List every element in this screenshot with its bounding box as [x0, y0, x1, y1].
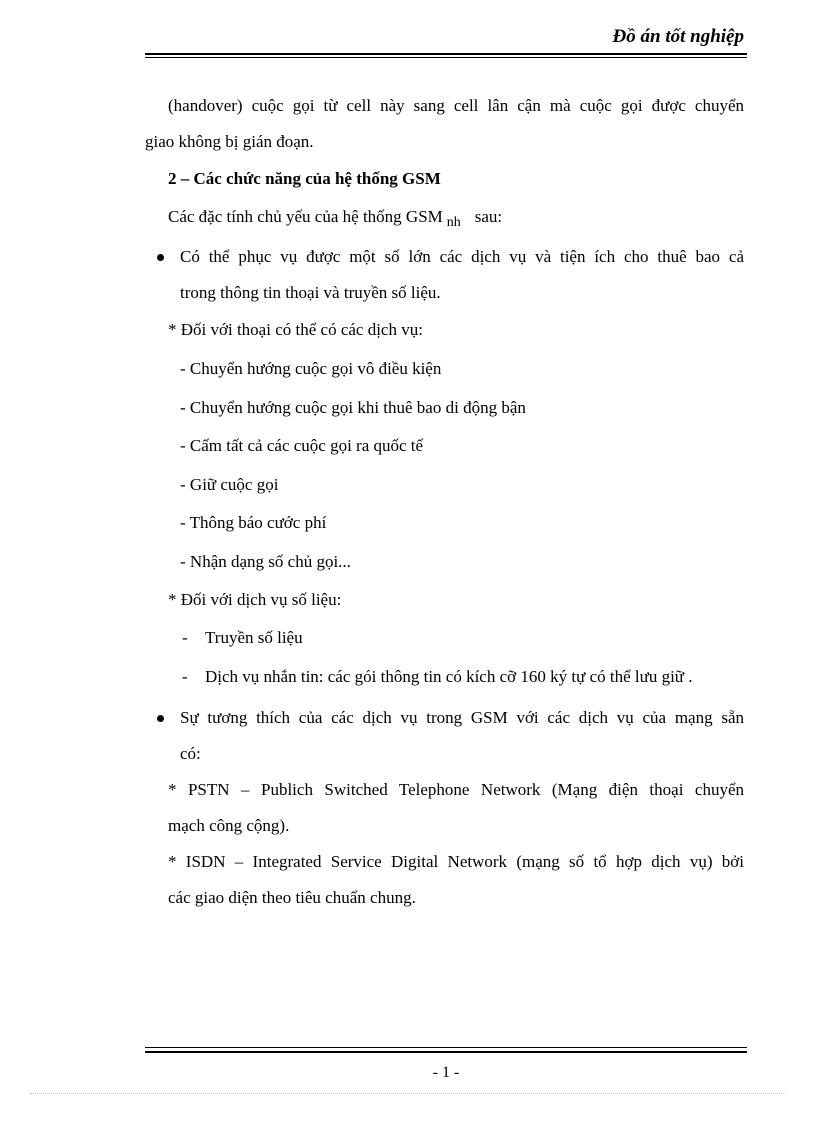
isdn-line: các giao diện theo tiêu chuẩn chung.: [168, 888, 416, 907]
paragraph-line: (handover) cuộc gọi từ cell này sang cell lân cận mà cuộc gọi được chuyển: [168, 96, 744, 115]
bullet-icon: [157, 254, 164, 261]
voice-service-item: - Chuyển hướng cuộc gọi vô điều kiện: [180, 359, 442, 378]
bullet-line: trong thông tin thoại và truyền số liệu.: [180, 283, 441, 302]
voice-service-item: - Cấm tất cả các cuộc gọi ra quốc tế: [180, 436, 424, 455]
page-number: - 1 -: [432, 1064, 460, 1081]
voice-services-heading: * Đối với thoại có thể có các dịch vụ:: [168, 320, 423, 339]
section-heading: 2 – Các chức năng của hệ thống GSM: [168, 169, 441, 188]
pstn-line: mạch công cộng).: [168, 816, 290, 835]
bullet-line: Có thể phục vụ được một số lớn các dịch vụ và tiện ích cho thuê bao cả: [180, 247, 744, 266]
data-service-item: Dịch vụ nhắn tin: các gói thông tin có kích cỡ 160 ký tự có thể lưu giữ .: [205, 667, 693, 686]
data-service-item: Truyền số liệu: [205, 628, 303, 647]
header-rule-bottom: [145, 57, 747, 58]
isdn-line: * ISDN – Integrated Service Digital Network (mạng số tổ hợp dịch vụ) bởi: [168, 852, 744, 871]
bullet-line: Sự tương thích của các dịch vụ trong GSM với các dịch vụ của mạng sẵn: [180, 708, 744, 727]
data-services-heading: * Đối với dịch vụ số liệu:: [168, 590, 342, 609]
voice-service-item: - Giữ cuộc gọi: [180, 475, 279, 494]
list-dash: -: [182, 628, 188, 647]
intro-line: [168, 207, 502, 229]
pstn-line: * PSTN – Publich Switched Telephone Network (Mạng điện thoại chuyển: [168, 780, 744, 799]
intro-text: Các đặc tính chủ yếu của hệ thống GSM: [168, 207, 443, 226]
intro-suffix: nh: [446, 215, 461, 230]
page-edge-divider: [30, 1093, 786, 1094]
footer-rule-top: [145, 1047, 747, 1048]
header-rule-top: [145, 53, 747, 55]
bullet-line: có:: [180, 744, 201, 763]
voice-service-item: - Nhận dạng số chủ gọi...: [180, 552, 351, 571]
footer-rule-bottom: [145, 1051, 747, 1053]
paragraph-line: giao không bị gián đoạn.: [145, 132, 314, 151]
bullet-icon: [157, 715, 164, 722]
list-dash: -: [182, 667, 188, 686]
header-title: Đồ án tốt nghiệp: [612, 26, 744, 47]
voice-service-item: - Thông báo cước phí: [180, 513, 327, 532]
voice-service-item: - Chuyển hướng cuộc gọi khi thuê bao di động bận: [180, 398, 526, 417]
intro-end: sau:: [474, 207, 503, 226]
